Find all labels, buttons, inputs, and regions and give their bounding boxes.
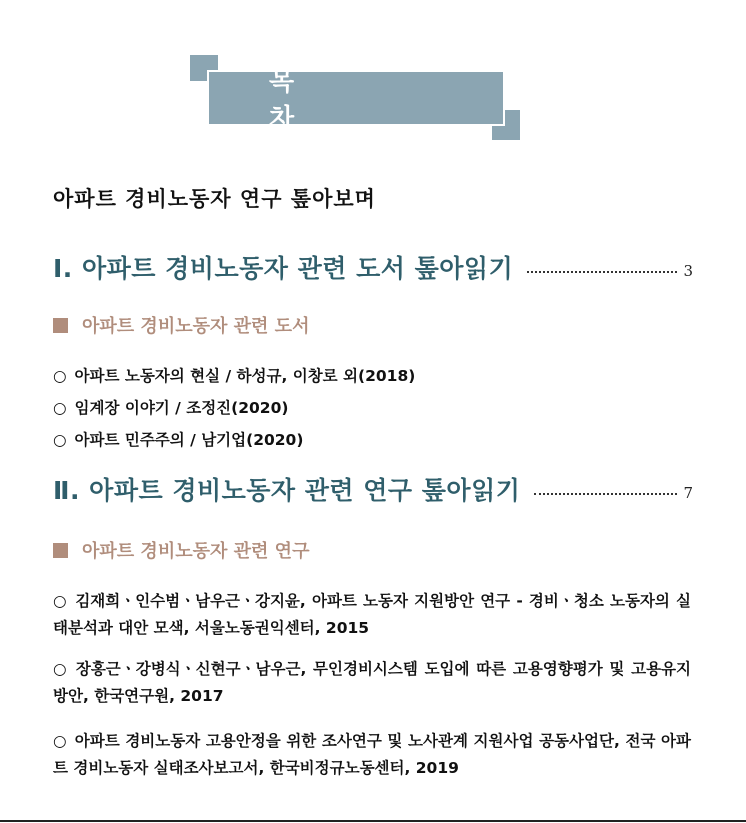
book-item-text: 임계장 이야기 / 조정진(2020) [74,399,289,417]
dot-leader [534,493,677,495]
chapter-1-title: Ⅰ. 아파트 경비노동자 관련 도서 톺아읽기 [53,254,514,283]
book-item [53,428,303,450]
toc-title-box [190,55,520,140]
toc-title: 목 차 [269,67,355,134]
book-item-text: 아파트 노동자의 현실 / 하성규, 이창로 외(2018) [74,367,416,385]
section-2-label: 아파트 경비노동자 관련 연구 [82,541,310,562]
study-item [53,728,691,782]
circle-bullet-icon: ○ [53,367,67,385]
bottom-divider [0,820,746,822]
study-item-text: 아파트 경비노동자 고용안정을 위한 조사연구 및 노사관계 지원사업 공동사업단, 전국 아파트 경비노동자 실태조사보고서, 한국비정규노동센터, 2019 [53,732,691,777]
circle-bullet-icon: ○ [53,732,67,750]
circle-bullet-icon: ○ [53,399,67,417]
chapter-1-page: 3 [683,262,693,280]
chapter-2-page: 7 [683,484,693,502]
chapter-2-title: Ⅱ. 아파트 경비노동자 관련 연구 톺아읽기 [53,476,521,505]
section-1-label: 아파트 경비노동자 관련 도서 [82,316,310,337]
toc-chapter-1 [53,250,693,284]
book-item [53,396,288,418]
section-heading-studies [53,537,309,563]
book-item-text: 아파트 민주주의 / 남기업(2020) [74,431,304,449]
study-item-text: 김재희ㆍ인수범ㆍ남우근ㆍ강지윤, 아파트 노동자 지원방안 연구 - 경비ㆍ청소 노동자의 실태분석과 대안 모색, 서울노동권익센터, 2015 [53,592,692,637]
study-item-text: 장홍근ㆍ강병식ㆍ신현구ㆍ남우근, 무인경비시스템 도입에 따른 고용영향평가 및 고용유지방안, 한국연구원, 2017 [53,660,691,705]
dot-leader [527,271,677,273]
circle-bullet-icon: ○ [53,431,67,449]
book-item [53,364,415,386]
study-item [53,656,691,710]
study-item [53,588,691,642]
circle-bullet-icon: ○ [53,660,68,678]
square-bullet-icon [53,318,68,333]
title-band [207,67,505,134]
intro-heading: 아파트 경비노동자 연구 톺아보며 [53,187,376,211]
square-bullet-icon [53,543,68,558]
circle-bullet-icon: ○ [53,592,68,610]
toc-chapter-2 [53,472,693,506]
section-heading-books [53,312,309,338]
